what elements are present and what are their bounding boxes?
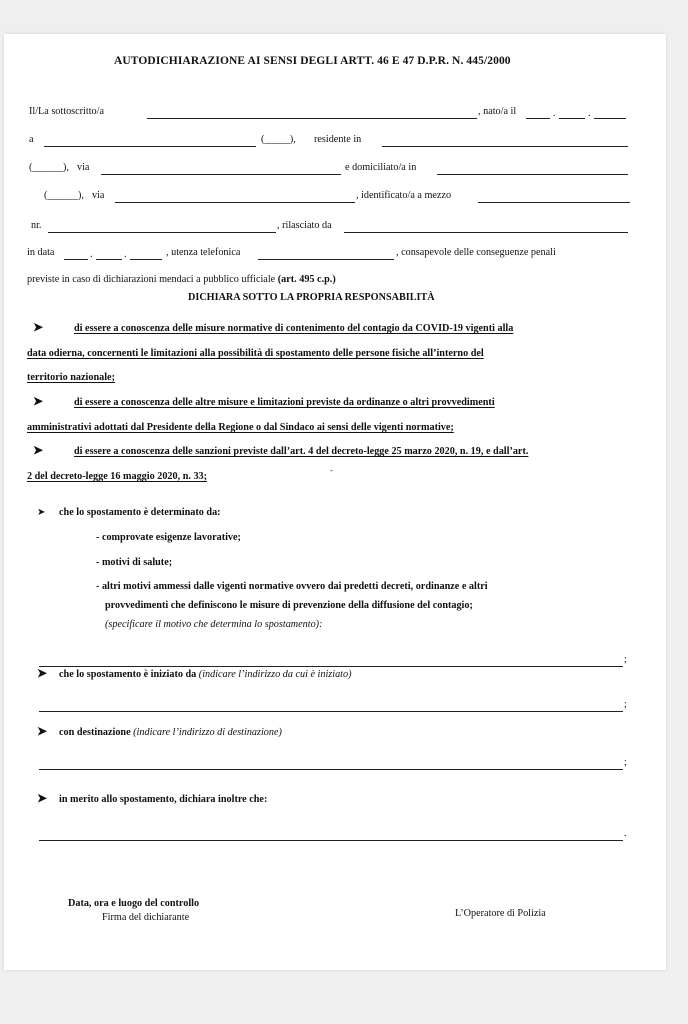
phone-line[interactable] <box>258 259 394 260</box>
semicolon: ; <box>624 654 627 665</box>
issue-day-line[interactable] <box>64 259 88 260</box>
via-residence-line[interactable] <box>101 174 341 175</box>
arrow-bullet-icon: ➤ <box>37 507 46 518</box>
semicolon: ; <box>624 699 627 710</box>
domicilio-label: e domiciliato/a in <box>345 162 417 173</box>
arrow-bullet-icon: ➤ <box>33 320 44 334</box>
provincia-1: (_____), <box>261 134 296 145</box>
operatore-polizia-label: L’Operatore di Polizia <box>455 908 546 919</box>
arrow-bullet-icon: ➤ <box>37 666 48 680</box>
date-dot: . <box>124 249 127 260</box>
option-salute: - motivi di salute; <box>96 557 173 568</box>
date-dot: . <box>90 249 93 260</box>
arrow-bullet-icon: ➤ <box>33 394 44 408</box>
period: . <box>624 828 627 839</box>
iniziato-input-line[interactable] <box>39 711 623 712</box>
date-dot: . <box>553 108 556 119</box>
motivo-input-line[interactable] <box>39 666 623 667</box>
in-data-label: in data <box>27 247 55 258</box>
arrow-bullet-icon: ➤ <box>33 443 44 457</box>
firma-dichiarante-label: Firma del dichiarante <box>102 912 190 923</box>
merito-label: in merito allo spostamento, dichiara inoltre che: <box>59 794 268 805</box>
birth-month-line[interactable] <box>559 118 585 119</box>
provincia-3: (______), <box>44 190 84 201</box>
art-495: (art. 495 c.p.) <box>277 274 336 285</box>
issue-year-line[interactable] <box>130 259 162 260</box>
data-ora-luogo-label: Data, ora e luogo del controllo <box>68 898 200 909</box>
document-page <box>4 34 666 970</box>
identificato-label: , identificato/a a mezzo <box>356 190 452 201</box>
domicilio-line[interactable] <box>437 174 628 175</box>
declaration-3-line-2: 2 del decreto-legge 16 maggio 2020, n. 33; <box>27 471 208 482</box>
sottoscritto-label: Il/La sottoscritto/a <box>29 106 104 117</box>
spostamento-label: che lo spostamento è determinato da: <box>59 507 221 518</box>
nr-label: nr. <box>31 220 42 231</box>
issue-month-line[interactable] <box>96 259 122 260</box>
birthplace-line[interactable] <box>44 146 256 147</box>
option-altri-motivi-cont: provvedimenti che definiscono le misure di prevenzione della diffusione del contagio; <box>105 600 473 611</box>
birth-year-line[interactable] <box>594 118 626 119</box>
document-type-line[interactable] <box>478 202 630 203</box>
declaration-3-line-1: di essere a conoscenza delle sanzioni previste dall’art. 4 del decreto-legge 25 marzo 2020, n. 19, e dall’art. <box>74 446 529 457</box>
a-label: a <box>29 134 34 145</box>
specify-note: (specificare il motivo che determina lo spostamento): <box>105 619 323 630</box>
via-domicilio-line[interactable] <box>115 202 355 203</box>
declaration-1-line-2: data odierna, concernenti le limitazioni alla possibilità di spostamento delle persone fisiche all’interno del <box>27 348 484 359</box>
date-dot: . <box>588 108 591 119</box>
rilasciato-label: , rilasciato da <box>277 220 332 231</box>
arrow-bullet-icon: ➤ <box>37 724 48 738</box>
arrow-bullet-icon: ➤ <box>37 791 48 805</box>
nato-label: , nato/a il <box>478 106 517 117</box>
document-title: AUTODICHIARAZIONE AI SENSI DEGLI ARTT. 46 E 47 D.P.R. N. 445/2000 <box>114 55 511 67</box>
destinazione-row: con destinazione (indicare l’indirizzo di destinazione) <box>59 727 282 738</box>
birth-day-line[interactable] <box>526 118 550 119</box>
declaration-2-line-1: di essere a conoscenza delle altre misure e limitazioni previste da ordinanze o altri provvedimenti <box>74 397 495 408</box>
semicolon: ; <box>624 757 627 768</box>
merito-input-line[interactable] <box>39 840 623 841</box>
declaration-1-line-1: di essere a conoscenza delle misure normative di contenimento del contagio da COVID-19 vigenti alla <box>74 323 514 334</box>
consapevole-label: , consapevole delle conseguenze penali <box>396 247 556 258</box>
residente-label: residente in <box>314 134 362 145</box>
iniziato-row: che lo spostamento è iniziato da (indicare l’indirizzo da cui è iniziato) <box>59 669 352 680</box>
via-label-2: via <box>92 190 105 201</box>
dichiara-heading: DICHIARA SOTTO LA PROPRIA RESPONSABILITÀ <box>188 292 435 303</box>
option-altri-motivi: - altri motivi ammessi dalle vigenti normative ovvero dai predetti decreti, ordinanze e altri <box>96 581 488 592</box>
option-lavorative: - comprovate esigenze lavorative; <box>96 532 241 543</box>
destinazione-input-line[interactable] <box>39 769 623 770</box>
declaration-1-line-3: territorio nazionale; <box>27 372 115 383</box>
via-label-1: via <box>77 162 90 173</box>
utenza-label: , utenza telefonica <box>166 247 241 258</box>
provincia-2: (______), <box>29 162 69 173</box>
sottoscritto-input-line[interactable] <box>147 118 477 119</box>
rilasciato-line[interactable] <box>344 232 628 233</box>
declaration-2-line-2: amministrativi adottati dal Presidente della Regione o dal Sindaco ai sensi delle vigenti normative; <box>27 422 454 433</box>
stray-dash: - <box>330 466 333 475</box>
document-number-line[interactable] <box>48 232 276 233</box>
residence-line[interactable] <box>382 146 628 147</box>
previste-text: previste in caso di dichiarazioni mendaci a pubblico ufficiale (art. 495 c.p.) <box>27 274 336 285</box>
